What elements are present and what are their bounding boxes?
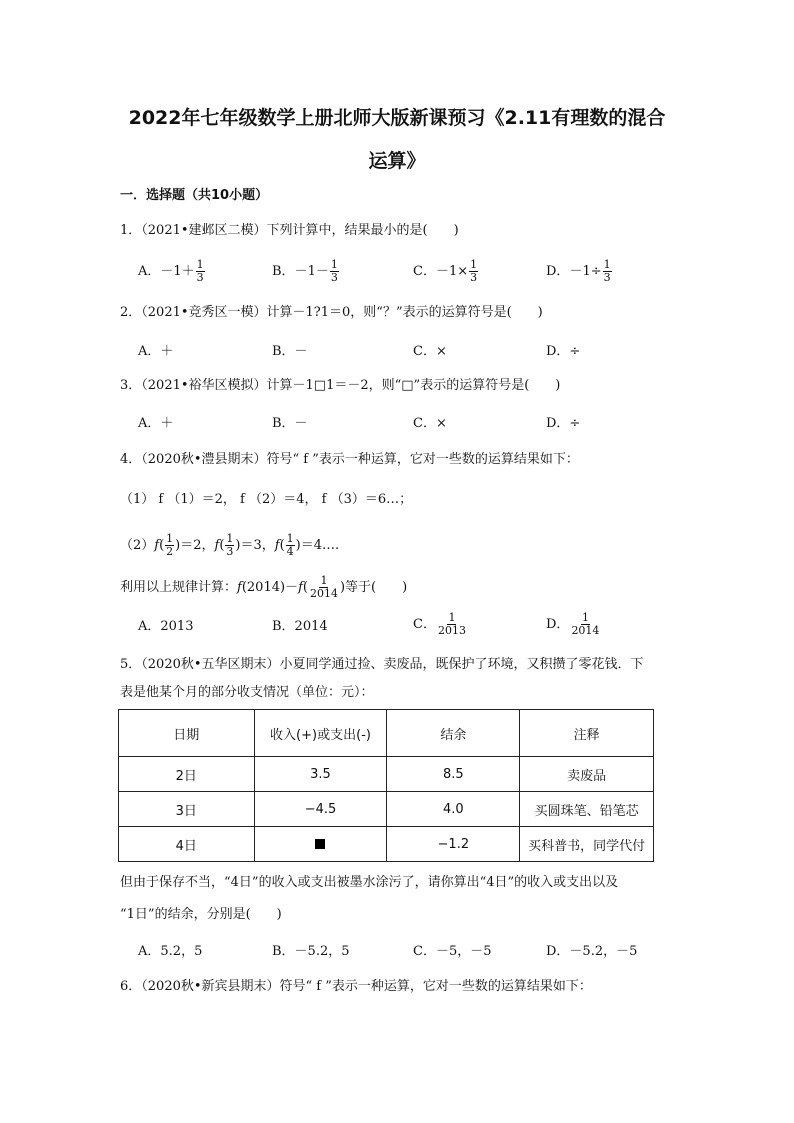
function-symbol: f	[274, 538, 280, 553]
question-1-option-a	[138, 259, 206, 284]
fraction	[330, 259, 339, 284]
denominator: 3	[226, 545, 234, 558]
question-5-option-d: D．－5.2，－5	[546, 944, 638, 959]
table-row	[119, 827, 654, 862]
question-2-option-c: C．×	[413, 344, 447, 359]
table-cell: 2日	[119, 757, 255, 792]
question-1-option-b	[272, 259, 340, 284]
question-5-option-c: C．－5，－5	[413, 944, 492, 959]
function-symbol: f	[298, 580, 303, 595]
table-cell: 3日	[119, 792, 255, 827]
numerator: 1	[166, 532, 174, 545]
question-4-option-c	[413, 612, 468, 637]
table-cell: 4日	[119, 827, 255, 862]
numerator: 1	[286, 532, 294, 545]
numerator: 1	[330, 258, 338, 271]
question-1-stem: 1．（2021•建邺区二模）下列计算中，结果最小的是( )	[120, 223, 459, 238]
question-5-option-b: B．－5.2，5	[272, 944, 350, 959]
question-4-stem: 4．（2020秋•澧县期末）符号“ f ”表示一种运算，它对一些数的运算结果如下：	[120, 452, 579, 467]
fraction	[603, 259, 612, 284]
numerator: 1	[470, 258, 478, 271]
section-heading: 一．选择题（共10小题）	[120, 188, 269, 203]
calc-prefix: 利用以上规律计算：	[120, 580, 238, 595]
question-3-option-b: B．－	[272, 416, 308, 431]
function-symbol: f	[214, 538, 220, 553]
table-cell: −4.5	[254, 792, 387, 827]
table-cell: 4.0	[387, 792, 520, 827]
question-6-stem: 6．（2020秋•新宾县期末）符号“ f ”表示一种运算，它对一些数的运算结果如下：	[120, 979, 592, 994]
fraction	[309, 575, 339, 600]
question-3-stem: 3．（2021•裕华区模拟）计算－1□1＝－2，则“□”表示的运算符号是( )	[120, 378, 561, 393]
option-expression: －1÷	[569, 264, 602, 279]
table-header-cell: 收入(+)或支出(-)	[254, 710, 387, 757]
table-row	[119, 757, 654, 792]
option-label: D．	[546, 617, 570, 632]
denominator: 2	[166, 545, 174, 558]
rule-prefix: （2）	[120, 538, 155, 553]
table-cell: 8.5	[387, 757, 520, 792]
numerator: 1	[196, 258, 204, 271]
question-4-option-d	[546, 612, 601, 637]
question-4-rule-1: （1） f （1）＝2， f （2）＝4， f （3）＝6…；	[120, 492, 413, 507]
question-4-option-b: B．2014	[272, 619, 328, 634]
table-cell: 买科普书，同学代付	[520, 827, 654, 862]
table-cell: 买圆珠笔、铅笔芯	[520, 792, 654, 827]
table-header-row	[119, 710, 654, 757]
table-header-cell: 注释	[520, 710, 654, 757]
option-label: A．	[138, 264, 161, 279]
question-2-option-b: B．－	[272, 344, 308, 359]
option-label: C．	[413, 264, 436, 279]
option-label: C．	[413, 617, 436, 632]
question-5-after-line1: 但由于保存不当，“4日”的收入或支出被墨水涂污了，请你算出“4日”的收入或支出以及	[120, 875, 619, 890]
question-2-stem: 2．（2021•竞秀区一模）计算－1?1＝0，则“？”表示的运算符号是( )	[120, 305, 543, 320]
fraction	[165, 533, 174, 558]
table-cell: 卖废品	[520, 757, 654, 792]
rule-value: ＝2，	[180, 538, 215, 553]
table-cell-ink-blot	[254, 827, 387, 862]
numerator: 1	[603, 258, 611, 271]
denominator: 2014	[309, 587, 338, 600]
question-3-option-c: C．×	[413, 416, 447, 431]
numerator: 1	[448, 611, 456, 624]
income-expense-table	[118, 709, 654, 862]
question-5-stem-line1: 5．（2020秋•五华区期末）小夏同学通过捡、卖废品，既保护了环境，又积攒了零花钱．下	[120, 657, 644, 672]
numerator: 1	[226, 532, 234, 545]
table-header-cell: 日期	[119, 710, 255, 757]
document-title-line1: 2022年七年级数学上册北师大版新课预习《2.11有理数的混合	[128, 107, 666, 129]
question-4-calc: 利用以上规律计算：f(2014)－f( $\frac{1}{2014}$ )等于( )	[120, 574, 408, 600]
question-4-rule-2: （2）f( $\frac{1}{2}$ )＝2，f( $\frac{1}{3}$ )＝3，f( $\frac{1}{4}$ )＝4….	[120, 532, 340, 558]
denominator: 3	[603, 271, 611, 284]
fraction	[286, 533, 295, 558]
question-3-option-a: A．＋	[138, 416, 174, 431]
question-2-option-d: D．÷	[546, 344, 581, 359]
fraction	[196, 259, 205, 284]
question-2-option-a: A．＋	[138, 344, 174, 359]
fraction	[469, 259, 478, 284]
rule-value: ＝4….	[300, 538, 340, 553]
question-5-stem-line2: 表是他某个月的部分收支情况（单位：元）：	[120, 685, 374, 700]
question-4-option-a: A．2013	[138, 619, 194, 634]
calc-expression: (2014)－	[241, 580, 299, 595]
table-header-cell: 结余	[387, 710, 520, 757]
question-3-option-d: D．÷	[546, 416, 581, 431]
calc-suffix: 等于( )	[345, 580, 408, 595]
fraction	[225, 533, 234, 558]
numerator: 1	[320, 574, 328, 587]
function-symbol: f	[237, 580, 242, 595]
numerator: 1	[581, 611, 589, 624]
question-5-after-line2: “1日”的结余，分别是( )	[120, 907, 282, 922]
option-label: B．	[272, 264, 295, 279]
table-cell: 3.5	[254, 757, 387, 792]
ink-blot-icon	[315, 839, 325, 849]
question-1-option-d	[546, 259, 613, 284]
table-row	[119, 792, 654, 827]
denominator: 2014	[571, 624, 600, 637]
rule-value: ＝3，	[240, 538, 275, 553]
option-label: D．	[546, 264, 570, 279]
table-cell: −1.2	[387, 827, 520, 862]
option-expression: －1－	[294, 264, 329, 279]
fraction	[437, 612, 467, 637]
option-expression: －1×	[435, 264, 469, 279]
denominator: 4	[286, 545, 294, 558]
denominator: 3	[470, 271, 478, 284]
denominator: 3	[330, 271, 338, 284]
document-title-line2: 运算》	[368, 150, 426, 172]
option-expression: －1＋	[160, 264, 195, 279]
question-1-option-c	[413, 259, 479, 284]
denominator: 3	[196, 271, 204, 284]
function-symbol: f	[154, 538, 160, 553]
fraction	[570, 612, 600, 637]
denominator: 2013	[437, 624, 466, 637]
question-5-option-a: A．5.2，5	[138, 944, 203, 959]
